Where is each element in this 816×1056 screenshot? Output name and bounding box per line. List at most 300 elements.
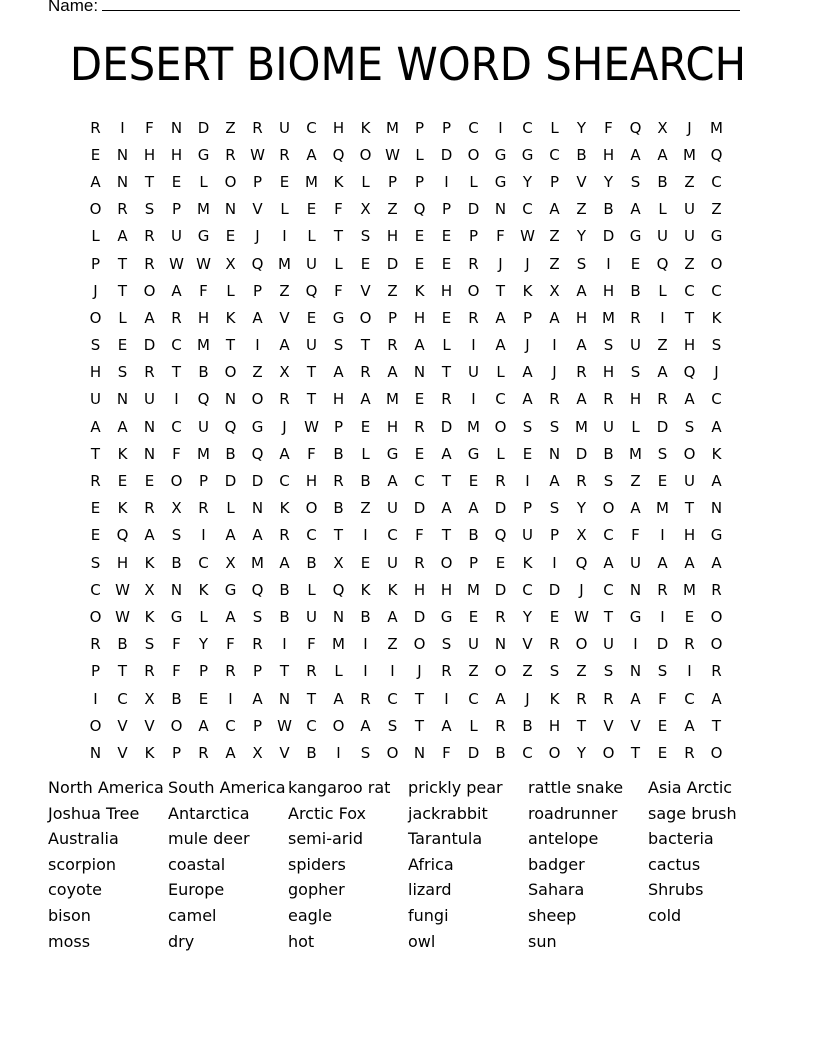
grid-letter[interactable]: B <box>603 444 614 463</box>
grid-letter[interactable]: A <box>279 336 290 355</box>
grid-letter[interactable]: J <box>525 336 530 355</box>
grid-letter[interactable]: R <box>144 499 155 518</box>
grid-letter[interactable]: R <box>441 662 452 681</box>
grid-letter[interactable]: R <box>252 635 263 654</box>
grid-letter[interactable]: P <box>252 662 263 681</box>
grid-letter[interactable]: K <box>360 118 371 137</box>
grid-letter[interactable]: A <box>711 553 722 572</box>
grid-letter[interactable]: H <box>413 308 426 327</box>
grid-letter[interactable]: I <box>606 254 611 273</box>
grid-letter[interactable]: A <box>630 499 641 518</box>
grid-letter[interactable]: A <box>495 336 506 355</box>
grid-letter[interactable]: P <box>252 172 263 191</box>
grid-letter[interactable]: L <box>469 716 478 735</box>
grid-letter[interactable]: T <box>630 743 641 762</box>
grid-letter[interactable]: K <box>522 281 533 300</box>
grid-letter[interactable]: W <box>385 145 400 164</box>
grid-letter[interactable]: E <box>360 553 371 572</box>
grid-letter[interactable]: E <box>522 444 533 463</box>
grid-letter[interactable]: I <box>282 227 287 246</box>
grid-letter[interactable]: B <box>306 553 317 572</box>
grid-letter[interactable]: A <box>90 172 101 191</box>
grid-letter[interactable]: E <box>414 227 425 246</box>
grid-letter[interactable]: N <box>548 444 561 463</box>
grid-letter[interactable]: K <box>117 499 128 518</box>
grid-letter[interactable]: P <box>441 200 452 219</box>
grid-letter[interactable]: Q <box>305 281 318 300</box>
grid-letter[interactable]: W <box>115 607 130 626</box>
grid-letter[interactable]: T <box>684 499 695 518</box>
grid-letter[interactable]: A <box>387 363 398 382</box>
grid-letter[interactable]: Q <box>575 553 588 572</box>
grid-letter[interactable]: Q <box>251 444 264 463</box>
grid-letter[interactable]: L <box>550 118 559 137</box>
grid-letter[interactable]: H <box>386 417 399 436</box>
grid-letter[interactable]: R <box>441 390 452 409</box>
grid-letter[interactable]: F <box>172 635 181 654</box>
grid-letter[interactable]: B <box>630 281 641 300</box>
grid-letter[interactable]: O <box>224 172 237 191</box>
grid-letter[interactable]: R <box>144 662 155 681</box>
grid-letter[interactable]: R <box>225 662 236 681</box>
grid-letter[interactable]: G <box>170 607 183 626</box>
grid-letter[interactable]: T <box>333 526 344 545</box>
grid-letter[interactable]: R <box>630 308 641 327</box>
grid-letter[interactable]: N <box>143 417 156 436</box>
grid-letter[interactable]: W <box>115 580 130 599</box>
grid-letter[interactable]: X <box>225 553 236 572</box>
grid-letter[interactable]: C <box>522 200 533 219</box>
grid-letter[interactable]: K <box>414 281 425 300</box>
grid-letter[interactable]: I <box>282 635 287 654</box>
grid-letter[interactable]: E <box>279 172 290 191</box>
grid-letter[interactable]: W <box>250 145 265 164</box>
grid-letter[interactable]: V <box>144 716 155 735</box>
grid-letter[interactable]: J <box>93 281 98 300</box>
grid-letter[interactable]: F <box>604 118 613 137</box>
grid-letter[interactable]: H <box>413 580 426 599</box>
grid-letter[interactable]: R <box>576 472 587 491</box>
grid-letter[interactable]: F <box>172 662 181 681</box>
grid-letter[interactable]: F <box>145 118 154 137</box>
grid-letter[interactable]: E <box>360 417 371 436</box>
grid-letter[interactable]: O <box>440 553 453 572</box>
grid-letter[interactable]: B <box>279 607 290 626</box>
grid-letter[interactable]: G <box>467 444 480 463</box>
grid-letter[interactable]: Q <box>332 580 345 599</box>
grid-letter[interactable]: P <box>468 227 479 246</box>
grid-letter[interactable]: M <box>467 580 480 599</box>
grid-letter[interactable]: I <box>363 662 368 681</box>
grid-letter[interactable]: M <box>602 308 615 327</box>
grid-letter[interactable]: R <box>279 145 290 164</box>
grid-letter[interactable]: R <box>171 308 182 327</box>
grid-letter[interactable]: O <box>89 716 102 735</box>
grid-letter[interactable]: B <box>279 580 290 599</box>
grid-letter[interactable]: O <box>89 308 102 327</box>
grid-letter[interactable]: C <box>684 281 695 300</box>
grid-letter[interactable]: F <box>334 200 343 219</box>
grid-letter[interactable]: D <box>143 336 156 355</box>
grid-letter[interactable]: L <box>307 227 316 246</box>
grid-letter[interactable]: U <box>90 390 101 409</box>
grid-letter[interactable]: J <box>525 689 530 708</box>
grid-letter[interactable]: O <box>710 635 723 654</box>
grid-letter[interactable]: S <box>360 227 371 246</box>
grid-letter[interactable]: U <box>657 227 668 246</box>
grid-letter[interactable]: Q <box>197 390 210 409</box>
grid-letter[interactable]: E <box>495 553 506 572</box>
grid-letter[interactable]: L <box>496 444 505 463</box>
grid-letter[interactable]: Z <box>468 662 479 681</box>
grid-letter[interactable]: N <box>116 172 129 191</box>
grid-letter[interactable]: M <box>197 200 210 219</box>
grid-letter[interactable]: T <box>414 689 425 708</box>
grid-letter[interactable]: D <box>602 227 615 246</box>
grid-letter[interactable]: P <box>522 499 533 518</box>
grid-letter[interactable]: O <box>548 743 561 762</box>
grid-letter[interactable]: L <box>334 662 343 681</box>
grid-letter[interactable]: Q <box>494 526 507 545</box>
grid-letter[interactable]: R <box>684 743 695 762</box>
grid-letter[interactable]: O <box>305 499 318 518</box>
grid-letter[interactable]: X <box>279 363 290 382</box>
grid-letter[interactable]: F <box>631 526 640 545</box>
grid-letter[interactable]: R <box>144 254 155 273</box>
grid-letter[interactable]: A <box>306 145 317 164</box>
grid-letter[interactable]: I <box>390 662 395 681</box>
grid-letter[interactable]: P <box>468 553 479 572</box>
grid-letter[interactable]: T <box>603 607 614 626</box>
grid-letter[interactable]: K <box>333 172 344 191</box>
grid-letter[interactable]: A <box>198 716 209 735</box>
grid-letter[interactable]: R <box>252 118 263 137</box>
grid-letter[interactable]: S <box>603 662 614 681</box>
grid-letter[interactable]: A <box>414 336 425 355</box>
grid-letter[interactable]: I <box>498 118 503 137</box>
grid-letter[interactable]: Q <box>332 145 345 164</box>
grid-letter[interactable]: B <box>306 743 317 762</box>
grid-letter[interactable]: R <box>144 363 155 382</box>
grid-letter[interactable]: N <box>629 662 642 681</box>
grid-letter[interactable]: I <box>255 336 260 355</box>
grid-letter[interactable]: A <box>495 308 506 327</box>
grid-letter[interactable]: H <box>143 145 156 164</box>
grid-letter[interactable]: H <box>629 390 642 409</box>
grid-letter[interactable]: C <box>711 281 722 300</box>
grid-letter[interactable]: R <box>279 526 290 545</box>
grid-letter[interactable]: I <box>228 689 233 708</box>
grid-letter[interactable]: C <box>90 580 101 599</box>
grid-letter[interactable]: U <box>198 417 209 436</box>
grid-letter[interactable]: N <box>710 499 723 518</box>
grid-letter[interactable]: N <box>170 118 183 137</box>
grid-letter[interactable]: R <box>549 635 560 654</box>
grid-letter[interactable]: P <box>252 281 263 300</box>
grid-letter[interactable]: A <box>630 145 641 164</box>
grid-letter[interactable]: K <box>711 444 722 463</box>
grid-letter[interactable]: R <box>711 662 722 681</box>
grid-letter[interactable]: T <box>360 336 371 355</box>
grid-letter[interactable]: K <box>522 553 533 572</box>
grid-letter[interactable]: L <box>496 363 505 382</box>
grid-letter[interactable]: O <box>359 145 372 164</box>
grid-letter[interactable]: G <box>629 227 642 246</box>
grid-letter[interactable]: A <box>144 526 155 545</box>
grid-letter[interactable]: R <box>549 390 560 409</box>
grid-letter[interactable]: T <box>441 526 452 545</box>
grid-letter[interactable]: A <box>549 200 560 219</box>
grid-letter[interactable]: R <box>468 308 479 327</box>
grid-letter[interactable]: A <box>549 308 560 327</box>
grid-letter[interactable]: P <box>414 118 425 137</box>
grid-letter[interactable]: U <box>630 553 641 572</box>
grid-letter[interactable]: R <box>414 553 425 572</box>
grid-letter[interactable]: E <box>657 743 668 762</box>
grid-letter[interactable]: M <box>197 336 210 355</box>
grid-letter[interactable]: T <box>144 172 155 191</box>
grid-letter[interactable]: A <box>387 472 398 491</box>
grid-letter[interactable]: I <box>93 689 98 708</box>
grid-letter[interactable]: T <box>306 363 317 382</box>
grid-letter[interactable]: M <box>683 580 696 599</box>
grid-letter[interactable]: D <box>575 444 588 463</box>
grid-letter[interactable]: R <box>414 417 425 436</box>
grid-letter[interactable]: Z <box>630 472 641 491</box>
grid-letter[interactable]: I <box>660 308 665 327</box>
grid-letter[interactable]: J <box>687 118 692 137</box>
grid-letter[interactable]: P <box>198 662 209 681</box>
grid-letter[interactable]: R <box>495 472 506 491</box>
grid-letter[interactable]: H <box>332 118 345 137</box>
grid-letter[interactable]: O <box>224 363 237 382</box>
grid-letter[interactable]: C <box>306 716 317 735</box>
grid-letter[interactable]: A <box>144 308 155 327</box>
grid-letter[interactable]: A <box>684 716 695 735</box>
grid-letter[interactable]: B <box>657 172 668 191</box>
grid-letter[interactable]: E <box>657 716 668 735</box>
grid-letter[interactable]: L <box>199 607 208 626</box>
grid-letter[interactable]: Z <box>387 635 398 654</box>
grid-letter[interactable]: S <box>630 363 641 382</box>
grid-letter[interactable]: H <box>602 145 615 164</box>
grid-letter[interactable]: S <box>657 662 668 681</box>
grid-letter[interactable]: D <box>251 472 264 491</box>
grid-letter[interactable]: U <box>306 607 317 626</box>
grid-letter[interactable]: L <box>118 308 127 327</box>
grid-letter[interactable]: A <box>333 689 344 708</box>
grid-letter[interactable]: H <box>602 281 615 300</box>
grid-letter[interactable]: I <box>363 526 368 545</box>
grid-letter[interactable]: U <box>306 254 317 273</box>
grid-letter[interactable]: J <box>255 227 260 246</box>
grid-letter[interactable]: A <box>279 553 290 572</box>
grid-letter[interactable]: H <box>386 227 399 246</box>
grid-letter[interactable]: C <box>468 689 479 708</box>
grid-letter[interactable]: B <box>576 145 587 164</box>
grid-letter[interactable]: J <box>525 254 530 273</box>
grid-letter[interactable]: F <box>226 635 235 654</box>
grid-letter[interactable]: U <box>684 472 695 491</box>
grid-letter[interactable]: Z <box>522 662 533 681</box>
grid-letter[interactable]: A <box>684 390 695 409</box>
grid-letter[interactable]: L <box>91 227 100 246</box>
grid-letter[interactable]: X <box>360 200 371 219</box>
grid-letter[interactable]: C <box>414 472 425 491</box>
grid-letter[interactable]: Y <box>576 227 587 246</box>
grid-letter[interactable]: T <box>171 363 182 382</box>
grid-letter[interactable]: S <box>333 336 344 355</box>
grid-letter[interactable]: A <box>684 553 695 572</box>
grid-letter[interactable]: Z <box>360 499 371 518</box>
grid-letter[interactable]: B <box>495 743 506 762</box>
grid-letter[interactable]: Y <box>576 499 587 518</box>
grid-letter[interactable]: S <box>144 635 155 654</box>
grid-letter[interactable]: S <box>387 716 398 735</box>
grid-letter[interactable]: C <box>603 526 614 545</box>
grid-letter[interactable]: L <box>226 281 235 300</box>
grid-letter[interactable]: J <box>714 363 719 382</box>
grid-letter[interactable]: H <box>305 472 318 491</box>
grid-letter[interactable]: C <box>549 145 560 164</box>
grid-letter[interactable]: T <box>225 336 236 355</box>
grid-letter[interactable]: N <box>224 200 237 219</box>
grid-letter[interactable]: S <box>711 336 722 355</box>
grid-letter[interactable]: P <box>198 472 209 491</box>
grid-letter[interactable]: V <box>576 172 587 191</box>
grid-letter[interactable]: F <box>307 444 316 463</box>
grid-letter[interactable]: X <box>657 118 668 137</box>
grid-letter[interactable]: H <box>116 553 129 572</box>
grid-letter[interactable]: P <box>90 254 101 273</box>
grid-letter[interactable]: M <box>656 499 669 518</box>
grid-letter[interactable]: T <box>495 281 506 300</box>
grid-letter[interactable]: S <box>576 254 587 273</box>
grid-letter[interactable]: C <box>171 336 182 355</box>
grid-letter[interactable]: O <box>386 743 399 762</box>
grid-letter[interactable]: P <box>387 172 398 191</box>
grid-letter[interactable]: B <box>171 689 182 708</box>
grid-letter[interactable]: G <box>386 444 399 463</box>
grid-letter[interactable]: E <box>441 254 452 273</box>
grid-letter[interactable]: R <box>90 118 101 137</box>
grid-letter[interactable]: I <box>552 336 557 355</box>
grid-letter[interactable]: E <box>657 472 668 491</box>
grid-letter[interactable]: P <box>549 526 560 545</box>
grid-letter[interactable]: W <box>196 254 211 273</box>
grid-letter[interactable]: N <box>116 390 129 409</box>
grid-letter[interactable]: H <box>683 336 696 355</box>
grid-letter[interactable]: Q <box>251 254 264 273</box>
grid-letter[interactable]: P <box>549 172 560 191</box>
grid-letter[interactable]: G <box>197 227 210 246</box>
grid-letter[interactable]: S <box>630 172 641 191</box>
grid-letter[interactable]: M <box>251 553 264 572</box>
grid-letter[interactable]: Z <box>711 200 722 219</box>
grid-letter[interactable]: G <box>494 145 507 164</box>
grid-letter[interactable]: L <box>307 580 316 599</box>
grid-letter[interactable]: U <box>603 417 614 436</box>
grid-letter[interactable]: F <box>172 444 181 463</box>
grid-letter[interactable]: I <box>552 553 557 572</box>
grid-letter[interactable]: P <box>522 308 533 327</box>
grid-letter[interactable]: E <box>630 254 641 273</box>
grid-letter[interactable]: S <box>90 553 101 572</box>
grid-letter[interactable]: A <box>225 526 236 545</box>
grid-letter[interactable]: O <box>494 662 507 681</box>
grid-letter[interactable]: R <box>657 390 668 409</box>
grid-letter[interactable]: A <box>90 417 101 436</box>
grid-letter[interactable]: R <box>495 716 506 735</box>
grid-letter[interactable]: E <box>198 689 209 708</box>
grid-letter[interactable]: L <box>199 172 208 191</box>
grid-letter[interactable]: Y <box>198 635 209 654</box>
grid-letter[interactable]: E <box>90 499 101 518</box>
grid-letter[interactable]: U <box>630 336 641 355</box>
grid-letter[interactable]: M <box>197 444 210 463</box>
grid-letter[interactable]: O <box>467 281 480 300</box>
grid-letter[interactable]: V <box>603 716 614 735</box>
grid-letter[interactable]: N <box>143 444 156 463</box>
grid-letter[interactable]: Z <box>279 281 290 300</box>
grid-letter[interactable]: V <box>117 716 128 735</box>
grid-letter[interactable]: Z <box>657 336 668 355</box>
grid-letter[interactable]: U <box>684 200 695 219</box>
grid-letter[interactable]: C <box>198 553 209 572</box>
grid-letter[interactable]: V <box>252 200 263 219</box>
grid-letter[interactable]: C <box>711 172 722 191</box>
grid-letter[interactable]: B <box>171 553 182 572</box>
grid-letter[interactable]: A <box>252 308 263 327</box>
grid-letter[interactable]: N <box>413 743 426 762</box>
grid-letter[interactable]: T <box>306 689 317 708</box>
grid-letter[interactable]: Y <box>522 607 533 626</box>
grid-letter[interactable]: J <box>552 363 557 382</box>
grid-letter[interactable]: J <box>498 254 503 273</box>
grid-letter[interactable]: K <box>144 553 155 572</box>
grid-letter[interactable]: V <box>522 635 533 654</box>
grid-letter[interactable]: U <box>522 526 533 545</box>
grid-letter[interactable]: S <box>603 472 614 491</box>
grid-letter[interactable]: S <box>360 743 371 762</box>
grid-letter[interactable]: W <box>169 254 184 273</box>
grid-letter[interactable]: X <box>576 526 587 545</box>
grid-letter[interactable]: D <box>197 118 210 137</box>
grid-letter[interactable]: K <box>117 444 128 463</box>
grid-letter[interactable]: G <box>251 417 264 436</box>
grid-letter[interactable]: W <box>520 227 535 246</box>
grid-letter[interactable]: N <box>170 580 183 599</box>
grid-letter[interactable]: R <box>90 472 101 491</box>
grid-letter[interactable]: B <box>468 526 479 545</box>
grid-letter[interactable]: G <box>710 227 723 246</box>
grid-letter[interactable]: I <box>120 118 125 137</box>
grid-letter[interactable]: P <box>441 118 452 137</box>
grid-letter[interactable]: D <box>548 580 561 599</box>
grid-letter[interactable]: D <box>494 580 507 599</box>
grid-letter[interactable]: A <box>549 472 560 491</box>
grid-letter[interactable]: K <box>198 580 209 599</box>
grid-letter[interactable]: U <box>468 635 479 654</box>
grid-letter[interactable]: T <box>333 227 344 246</box>
grid-letter[interactable]: H <box>602 363 615 382</box>
grid-letter[interactable]: Z <box>684 254 695 273</box>
grid-letter[interactable]: C <box>522 743 533 762</box>
grid-letter[interactable]: G <box>332 308 345 327</box>
grid-letter[interactable]: E <box>306 308 317 327</box>
grid-letter[interactable]: V <box>279 743 290 762</box>
grid-letter[interactable]: N <box>332 607 345 626</box>
